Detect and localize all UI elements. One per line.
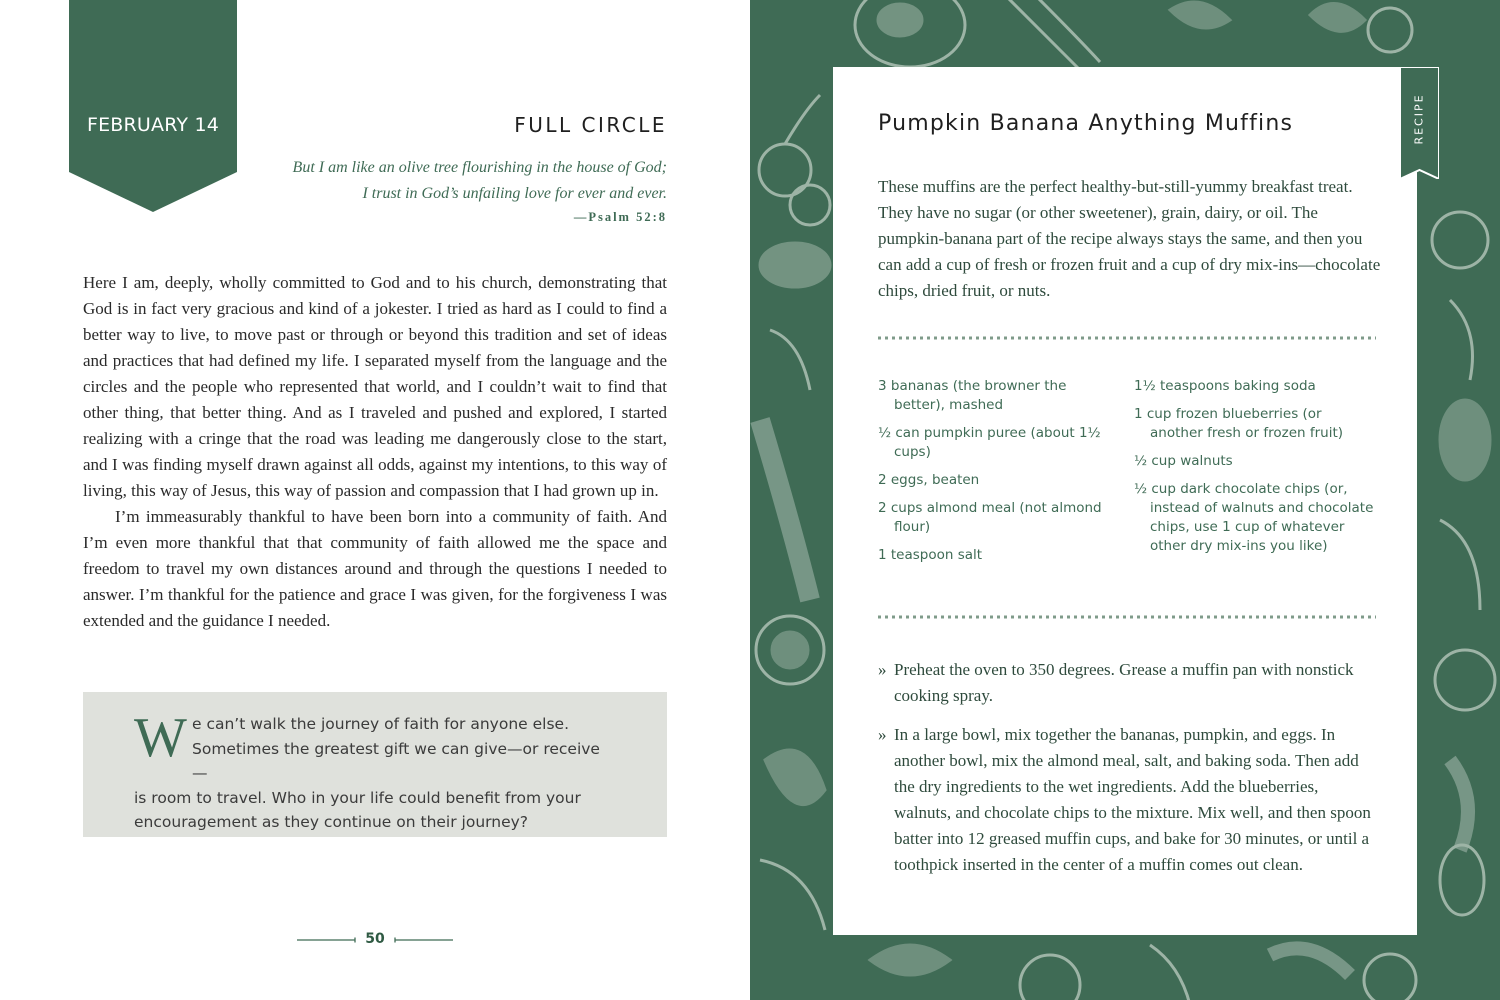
- ingredient-item: 1 cup frozen blueberries (or another fresh or frozen fruit): [1134, 406, 1344, 441]
- tab-label-text: RECIPE: [1412, 93, 1426, 145]
- step-text: Preheat the oven to 350 degrees. Grease a muffin pan with nonstick cooking spray.: [894, 660, 1354, 705]
- ingredient-item: 3 bananas (the browner the better), mashed: [878, 378, 1067, 413]
- date-banner: [69, 0, 237, 212]
- body-paragraph: Here I am, deeply, wholly committed to God and to his church, demonstrating that God is in fact very gracious and kind of a jokester. I tried as hard as I could to find a better way to live, to move past or through or beyond this tradition and set of ideas and practices that had defined my life. I separated myself from the language and the circles and the people who represented that world, and I couldn’t wait to find that other thing, that better thing. And as I traveled and pushed and explored, I started realizing with a cringe that the road was leading me dangerously close to the start, and I was finding myself drawn against all odds, against my intentions, to this way of living, this way of Jesus, this way of passion and compassion that I had grown up in.: [83, 273, 667, 500]
- recipe-step: [878, 722, 1378, 878]
- ingredients-left: [878, 377, 1108, 574]
- bookmark-ribbon-icon: [69, 0, 237, 212]
- recipe-card: [833, 67, 1417, 935]
- epigraph-reference: —Psalm 52:8: [573, 210, 667, 224]
- entry-title: FULL CIRCLE: [514, 113, 667, 137]
- reflection-text: [134, 707, 614, 835]
- ingredient-item: ½ cup walnuts: [1134, 453, 1233, 469]
- ingredient-item: 2 eggs, beaten: [878, 472, 980, 488]
- epigraph: [293, 155, 667, 207]
- step-bullet-icon: »: [878, 725, 887, 744]
- dotted-divider-icon: [878, 614, 1376, 620]
- page-footer: [297, 929, 453, 949]
- reflection-line: e can’t walk the journey of faith for anyone else.: [192, 715, 570, 733]
- step-bullet-icon: »: [878, 660, 887, 679]
- recipe-steps: [878, 657, 1378, 891]
- reflection-line: is room to travel. Who in your life could benefit from your encouragement as they continue on their journey?: [134, 788, 581, 831]
- epigraph-line: But I am like an olive tree flourishing in the house of God;: [292, 159, 667, 176]
- page-number: 50: [365, 931, 385, 947]
- recipe-tab: [1400, 67, 1439, 179]
- right-page: [750, 0, 1500, 1000]
- epigraph-line: I trust in God’s unfailing love for ever and ever.: [362, 185, 667, 202]
- body-paragraph: I’m immeasurably thankful to have been born into a community of faith. And I’m even more thankful that that community of faith allowed me the space and freedom to travel my own distances around and through the questions I needed to answer. I’m thankful for the patience and grace I was given, for the forgiveness I was extended and the guidance I needed.: [83, 507, 667, 630]
- recipe-tab-label: [1400, 67, 1439, 179]
- recipe-intro: These muffins are the perfect healthy-but-still-yummy breakfast treat. They have no sugar (or other sweetener), grain, dairy, or oil. The pumpkin-banana part of the recipe always stays the same, and then you can add a cup of fresh or frozen fruit and a cup of dry mix-ins—chocolate chips, dried fruit, or nuts.: [878, 177, 1381, 300]
- recipe-step: [878, 657, 1378, 709]
- drop-cap: W: [134, 707, 187, 769]
- ingredients-right: [1134, 377, 1374, 565]
- ingredient-item: ½ can pumpkin puree (about 1½ cups): [878, 425, 1101, 460]
- ingredient-item: 2 cups almond meal (not almond flour): [878, 500, 1102, 535]
- dotted-divider-icon: [878, 335, 1376, 341]
- step-text: In a large bowl, mix together the bananas, pumpkin, and eggs. In another bowl, mix the almond meal, salt, and baking soda. Then add the dry ingredients to the wet ingredients. Add the blueberries, walnuts, and chocolate chips to the mixture. Mix well, and then spoon batter into 12 greased muffin cups, and bake for 30 minutes, or until a toothpick inserted in the center of a muffin comes out clean.: [894, 725, 1371, 874]
- entry-date: FEBRUARY 14: [86, 114, 220, 136]
- recipe-title: Pumpkin Banana Anything Muffins: [878, 111, 1294, 136]
- body-text: [83, 270, 667, 634]
- reflection-line: Sometimes the greatest gift we can give—or receive—: [192, 739, 600, 782]
- ingredient-item: 1 teaspoon salt: [878, 547, 983, 563]
- ingredient-item: ½ cup dark chocolate chips (or, instead of walnuts and chocolate chips, use 1 cup of whatever other dry mix-ins you like): [1134, 481, 1374, 554]
- reflection-box: [83, 692, 667, 837]
- ingredient-item: 1½ teaspoons baking soda: [1134, 378, 1316, 394]
